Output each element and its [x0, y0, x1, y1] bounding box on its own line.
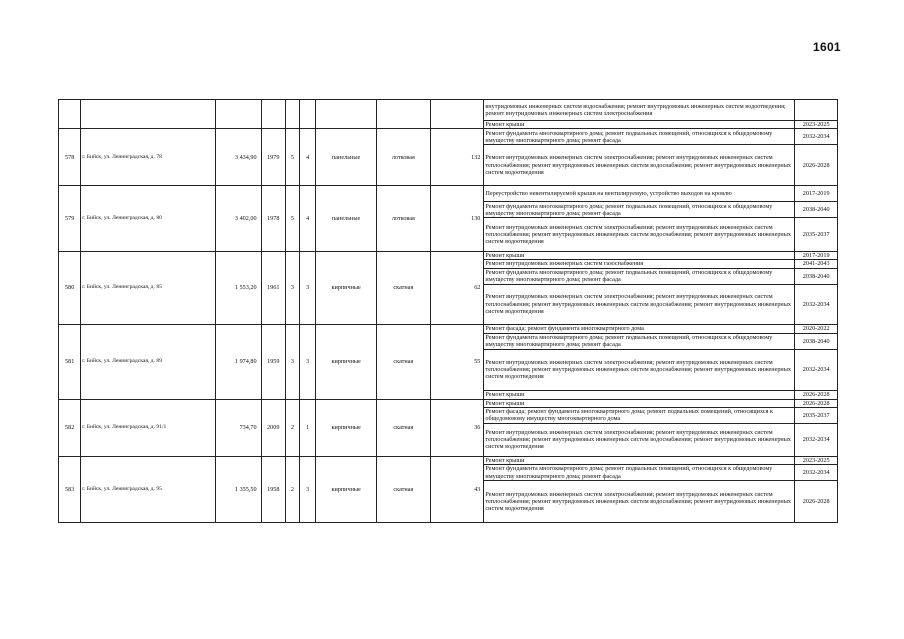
address-cell: г. Бийск, ул. Ленинградская, д. 89 [81, 324, 216, 399]
year-cell: 1979 [261, 129, 285, 186]
work-period: 2023-2025 [795, 456, 838, 464]
work-description: Ремонт крыши [484, 121, 795, 129]
roof-type-cell: скатная [377, 252, 431, 324]
apartments-cell: 36 [430, 399, 484, 456]
roof-type-cell: скатная [377, 399, 431, 456]
work-period: 2017-2019 [795, 186, 838, 202]
work-description: внутридомовых инженерных систем водоснабжения; ремонт внутридомовых инженерных систем водоотведения; ремонт внутридомовых инженерных систем электроснабжения [484, 100, 795, 121]
work-period: 2038-2040 [795, 333, 838, 349]
work-period: 2038-2040 [795, 202, 838, 218]
work-period: 2020-2022 [795, 324, 838, 333]
entrances-cell: 1 [300, 399, 316, 456]
floors-cell: 5 [285, 129, 299, 186]
floors-cell: 5 [285, 186, 299, 252]
entrances-cell: 3 [300, 252, 316, 324]
row-number: 579 [59, 186, 81, 252]
work-description: Ремонт фасада; ремонт фундамента многоквартирного дома [484, 324, 795, 333]
work-period: 2026-2028 [795, 145, 838, 186]
table-row [59, 456, 838, 464]
wall-material-cell: кирпичные [316, 324, 377, 399]
apartments-cell: 43 [430, 456, 484, 522]
page-number: 1601 [813, 40, 841, 54]
apartments-cell: 62 [430, 252, 484, 324]
floors-cell: 3 [285, 324, 299, 399]
floors-cell: 2 [285, 456, 299, 522]
work-description: Ремонт внутридомовых инженерных систем электроснабжения; ремонт внутридомовых инженерных систем теплоснабжения; ремонт внутридомовых инженерных систем водоснабжения; ремонт внутридомовых инженерных систем водоотведения [484, 284, 795, 324]
wall-material-cell: панельные [316, 186, 377, 252]
roof-type-cell: скатная [377, 324, 431, 399]
table-row [59, 186, 838, 202]
table-row [59, 129, 838, 145]
area-cell: 3 402,00 [216, 186, 262, 252]
work-period: 2038-2040 [795, 268, 838, 284]
work-period: 2032-2034 [795, 465, 838, 481]
wall-material-cell: кирпичные [316, 456, 377, 522]
address-cell: г. Бийск, ул. Ленинградская, д. 78 [81, 129, 216, 186]
entrances-cell [300, 100, 316, 129]
roof-type-cell: скатная [377, 456, 431, 522]
work-period: 2032-2034 [795, 423, 838, 456]
wall-material-cell: кирпичные [316, 252, 377, 324]
work-description: Ремонт фундамента многоквартирного дома; ремонт подвальных помещений, относящихся к общедомовому имуществу многоквартирного дома; ремонт фасада [484, 333, 795, 349]
roof-type-cell: лотковая [377, 186, 431, 252]
work-description: Ремонт фундамента многоквартирного дома; ремонт подвальных помещений, относящихся к общедомовому имуществу многоквартирного дома; ремонт фасада [484, 202, 795, 218]
entrances-cell: 4 [300, 186, 316, 252]
work-period [795, 100, 838, 121]
work-description: Ремонт крыши [484, 456, 795, 464]
area-cell [216, 100, 262, 129]
work-period: 2035-2037 [795, 407, 838, 423]
work-period: 2017-2019 [795, 252, 838, 260]
apartments-cell: 55 [430, 324, 484, 399]
table-row [59, 324, 838, 333]
row-number: 581 [59, 324, 81, 399]
area-cell: 1 355,50 [216, 456, 262, 522]
row-number: 578 [59, 129, 81, 186]
work-description: Ремонт внутридомовых инженерных систем электроснабжения; ремонт внутридомовых инженерных систем теплоснабжения; ремонт внутридомовых инженерных систем водоснабжения; ремонт внутридомовых инженерных систем водоотведения [484, 145, 795, 186]
table-row [59, 399, 838, 407]
apartments-cell: 130 [430, 186, 484, 252]
work-description: Ремонт крыши [484, 390, 795, 399]
table-body [59, 100, 838, 523]
address-cell: г. Бийск, ул. Ленинградская, д. 91/1 [81, 399, 216, 456]
work-description: Ремонт фундамента многоквартирного дома; ремонт подвальных помещений, относящихся к общедомовому имуществу многоквартирного дома; ремонт фасада [484, 465, 795, 481]
work-description: Ремонт внутридомовых инженерных систем газоснабжения [484, 260, 795, 268]
work-description: Переустройство невентилируемой крыши на вентилируемую, устройство выходов на кровлю [484, 186, 795, 202]
address-cell: г. Бийск, ул. Ленинградская, д. 95 [81, 456, 216, 522]
year-cell [261, 100, 285, 129]
work-description: Ремонт внутридомовых инженерных систем электроснабжения; ремонт внутридомовых инженерных систем теплоснабжения; ремонт внутридомовых инженерных систем водоснабжения; ремонт внутридомовых инженерных систем водоотведения [484, 349, 795, 390]
work-period: 2026-2028 [795, 390, 838, 399]
entrances-cell: 4 [300, 129, 316, 186]
floors-cell [285, 100, 299, 129]
work-description: Ремонт внутридомовых инженерных систем электроснабжения; ремонт внутридомовых инженерных систем теплоснабжения; ремонт внутридомовых инженерных систем водоснабжения; ремонт внутридомовых инженерных систем водоотведения [484, 481, 795, 523]
row-number: 582 [59, 399, 81, 456]
table-row [59, 252, 838, 260]
area-cell: 1 553,20 [216, 252, 262, 324]
work-period: 2023-2025 [795, 121, 838, 129]
housing-repair-table [58, 99, 838, 523]
row-number: 580 [59, 252, 81, 324]
year-cell: 1961 [261, 252, 285, 324]
work-period: 2026-2028 [795, 481, 838, 523]
work-description: Ремонт фундамента многоквартирного дома; ремонт подвальных помещений, относящихся к общедомовому имуществу многоквартирного дома; ремонт фасада [484, 129, 795, 145]
work-description: Ремонт внутридомовых инженерных систем электроснабжения; ремонт внутридомовых инженерных систем теплоснабжения; ремонт внутридомовых инженерных систем водоснабжения; ремонт внутридомовых инженерных систем водоотведения [484, 423, 795, 456]
work-description: Ремонт фундамента многоквартирного дома; ремонт подвальных помещений, относящихся к общедомовому имуществу многоквартирного дома; ремонт фасада [484, 268, 795, 284]
area-cell: 734,70 [216, 399, 262, 456]
wall-material-cell: панельные [316, 129, 377, 186]
year-cell: 1978 [261, 186, 285, 252]
work-period: 2032-2034 [795, 129, 838, 145]
year-cell: 1959 [261, 324, 285, 399]
work-description: Ремонт фасада; ремонт фундамента многоквартирного дома; ремонт подвальных помещений, относящихся к общедомовому имуществу многоквартирного дома [484, 407, 795, 423]
entrances-cell: 3 [300, 456, 316, 522]
floors-cell: 2 [285, 399, 299, 456]
work-period: 2032-2034 [795, 284, 838, 324]
row-number: 583 [59, 456, 81, 522]
year-cell: 1958 [261, 456, 285, 522]
roof-type-cell: лотковая [377, 129, 431, 186]
work-period: 2026-2028 [795, 399, 838, 407]
work-description: Ремонт внутридомовых инженерных систем электроснабжения; ремонт внутридомовых инженерных систем теплоснабжения; ремонт внутридомовых инженерных систем водоснабжения; ремонт внутридомовых инженерных систем водоотведения [484, 218, 795, 252]
wall-material-cell: кирпичные [316, 399, 377, 456]
roof-type-cell [377, 100, 431, 129]
address-cell: г. Бийск, ул. Ленинградская, д. 80 [81, 186, 216, 252]
work-period: 2035-2037 [795, 218, 838, 252]
address-cell: г. Бийск, ул. Ленинградская, д. 85 [81, 252, 216, 324]
work-period: 2041-2043 [795, 260, 838, 268]
work-description: Ремонт крыши [484, 252, 795, 260]
work-description: Ремонт крыши [484, 399, 795, 407]
area-cell: 3 434,90 [216, 129, 262, 186]
row-number [59, 100, 81, 129]
wall-material-cell [316, 100, 377, 129]
year-cell: 2009 [261, 399, 285, 456]
table-row [59, 100, 838, 121]
area-cell: 1 974,80 [216, 324, 262, 399]
floors-cell: 3 [285, 252, 299, 324]
work-period: 2032-2034 [795, 349, 838, 390]
apartments-cell: 132 [430, 129, 484, 186]
apartments-cell [430, 100, 484, 129]
entrances-cell: 3 [300, 324, 316, 399]
address-cell [81, 100, 216, 129]
